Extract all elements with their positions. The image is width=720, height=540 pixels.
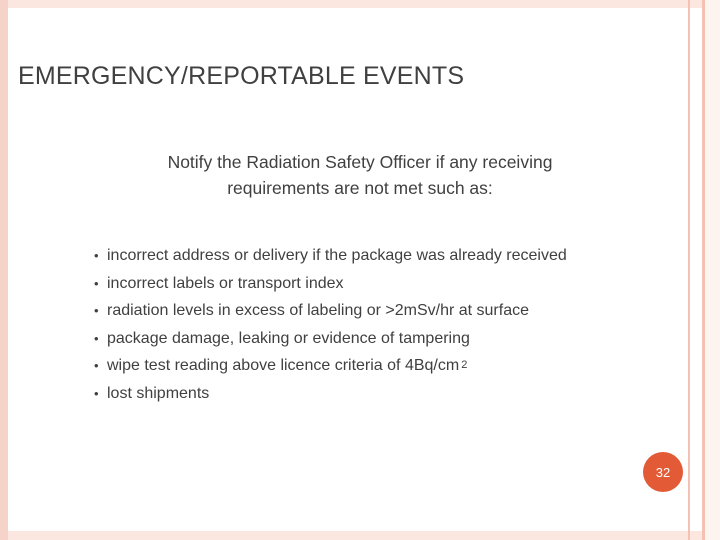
list-item (94, 242, 567, 270)
list-item-text: incorrect labels or transport index (107, 274, 344, 292)
left-border-decoration (0, 0, 8, 540)
list-item (94, 270, 567, 298)
intro-text: Notify the Radiation Safety Officer if any receiving requirements are not met such as: (167, 152, 553, 198)
bottom-border-decoration (8, 531, 708, 540)
right-stripe-inner (688, 0, 690, 540)
bullet-list (94, 242, 567, 407)
superscript: 2 (461, 359, 468, 371)
list-item-text: radiation levels in excess of labeling or >2mSv/hr at surface (107, 302, 529, 319)
list-item-text: incorrect address or delivery if the package was already received (107, 247, 567, 264)
bullet-icon: • (94, 275, 99, 291)
list-item (94, 325, 567, 353)
list-item (94, 380, 567, 408)
list-item-text: lost shipments (107, 384, 210, 402)
bullet-icon: • (94, 358, 99, 373)
page-number-circle (643, 452, 683, 492)
right-stripe-outer (702, 0, 705, 540)
list-item-text: package damage, leaking or evidence of tampering (107, 329, 470, 347)
bullet-icon: • (94, 330, 99, 346)
page-number: 32 (655, 464, 671, 480)
bullet-icon: • (94, 303, 99, 318)
right-border-decoration (705, 0, 720, 540)
list-item (94, 297, 567, 325)
slide-title: EMERGENCY/REPORTABLE EVENTS (18, 62, 465, 90)
bullet-icon: • (94, 385, 99, 401)
list-item (94, 352, 567, 380)
page-number-badge (640, 449, 686, 495)
bullet-icon: • (94, 248, 99, 263)
list-item-text: wipe test reading above licence criteria of 4Bq/cm (107, 357, 460, 374)
top-border-decoration (8, 0, 708, 8)
